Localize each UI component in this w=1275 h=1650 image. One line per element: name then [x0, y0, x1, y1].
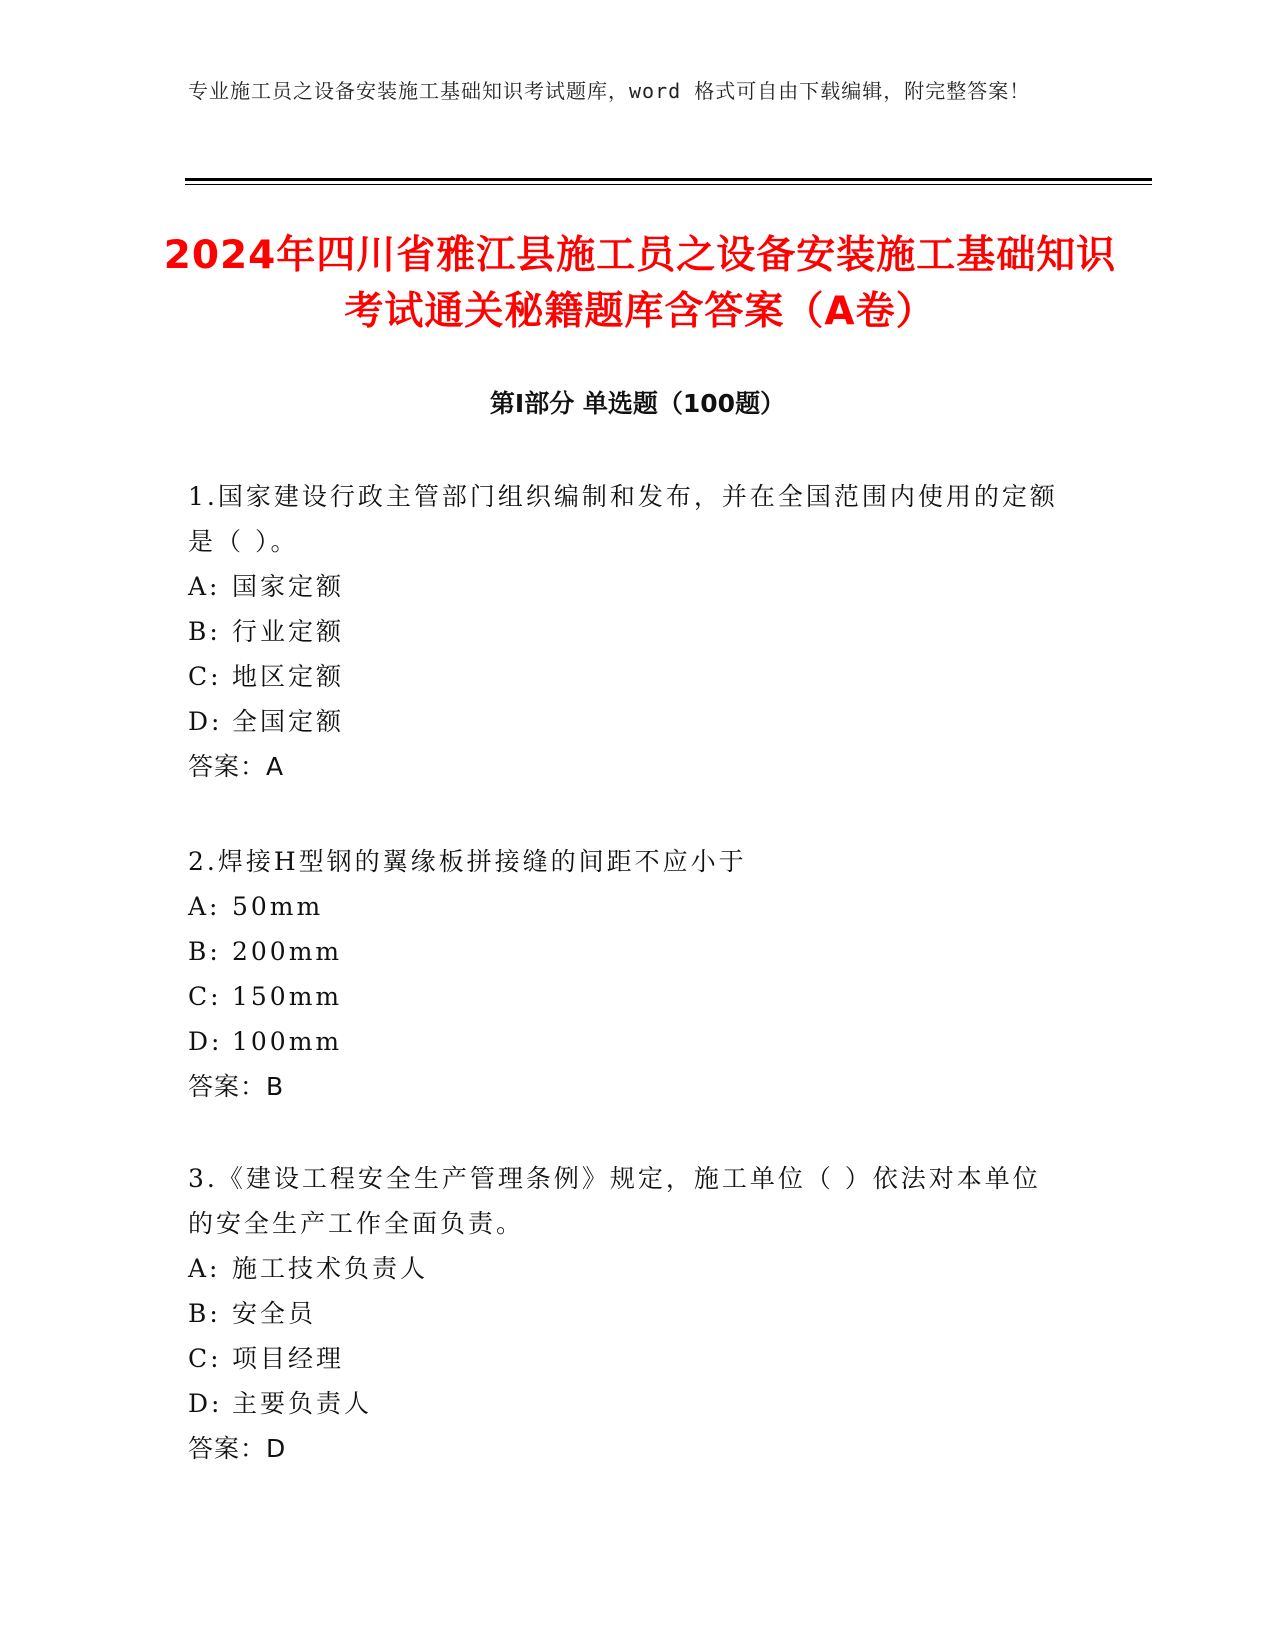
option-c [188, 1336, 1068, 1381]
option-text: 150mm [232, 982, 343, 1011]
header-rule-thin [185, 184, 1152, 185]
option-letter: A: [188, 892, 221, 921]
option-b [188, 929, 1068, 974]
option-c [188, 974, 1068, 1019]
answer: 答案：A [188, 752, 285, 781]
option-letter: D: [188, 1389, 223, 1418]
option-text: 安全员 [232, 1299, 317, 1328]
option-text: 国家定额 [232, 572, 345, 601]
option-a [188, 1246, 1068, 1291]
document-title: 2024年四川省雅江县施工员之设备安装施工基础知识考试通关秘籍题库含答案（A卷） [163, 233, 1117, 334]
option-letter: D: [188, 1027, 223, 1056]
option-text: 施工技术负责人 [232, 1254, 429, 1283]
header-note: 专业施工员之设备安装施工基础知识考试题库，word 格式可自由下载编辑，附完整答案！ [188, 79, 1031, 103]
option-b [188, 1291, 1068, 1336]
option-letter: D: [188, 707, 223, 736]
header-rule-thick [185, 178, 1152, 181]
answer: 答案：B [188, 1072, 285, 1101]
option-a [188, 564, 1068, 609]
option-c [188, 654, 1068, 699]
option-letter: B: [188, 617, 221, 646]
question-stem: 3.《建设工程安全生产管理条例》规定，施工单位（ ）依法对本单位的安全生产工作全面负责。 [188, 1164, 1041, 1238]
section-title: 第Ⅰ部分 单选题（100题） [489, 389, 786, 418]
option-d [188, 699, 1068, 744]
option-text: 50mm [232, 892, 324, 921]
option-letter: C: [188, 1344, 222, 1373]
option-d [188, 1381, 1068, 1426]
option-text: 行业定额 [232, 617, 345, 646]
option-text: 100mm [232, 1027, 343, 1056]
option-text: 主要负责人 [232, 1389, 373, 1418]
option-text: 地区定额 [232, 662, 345, 691]
option-text: 200mm [232, 937, 343, 966]
answer: 答案：D [188, 1434, 287, 1463]
question-3 [188, 1156, 1068, 1471]
option-letter: C: [188, 982, 222, 1011]
option-d [188, 1019, 1068, 1064]
option-letter: C: [188, 662, 222, 691]
question-2 [188, 839, 1068, 1109]
option-letter: B: [188, 937, 221, 966]
question-stem: 1.国家建设行政主管部门组织编制和发布，并在全国范围内使用的定额是（ ）。 [188, 482, 1058, 556]
option-letter: A: [188, 1254, 221, 1283]
option-letter: B: [188, 1299, 221, 1328]
option-a [188, 884, 1068, 929]
option-letter: A: [188, 572, 221, 601]
option-b [188, 609, 1068, 654]
option-text: 全国定额 [232, 707, 345, 736]
option-text: 项目经理 [232, 1344, 345, 1373]
question-1 [188, 474, 1068, 789]
question-stem: 2.焊接H型钢的翼缘板拼接缝的间距不应小于 [188, 847, 747, 876]
